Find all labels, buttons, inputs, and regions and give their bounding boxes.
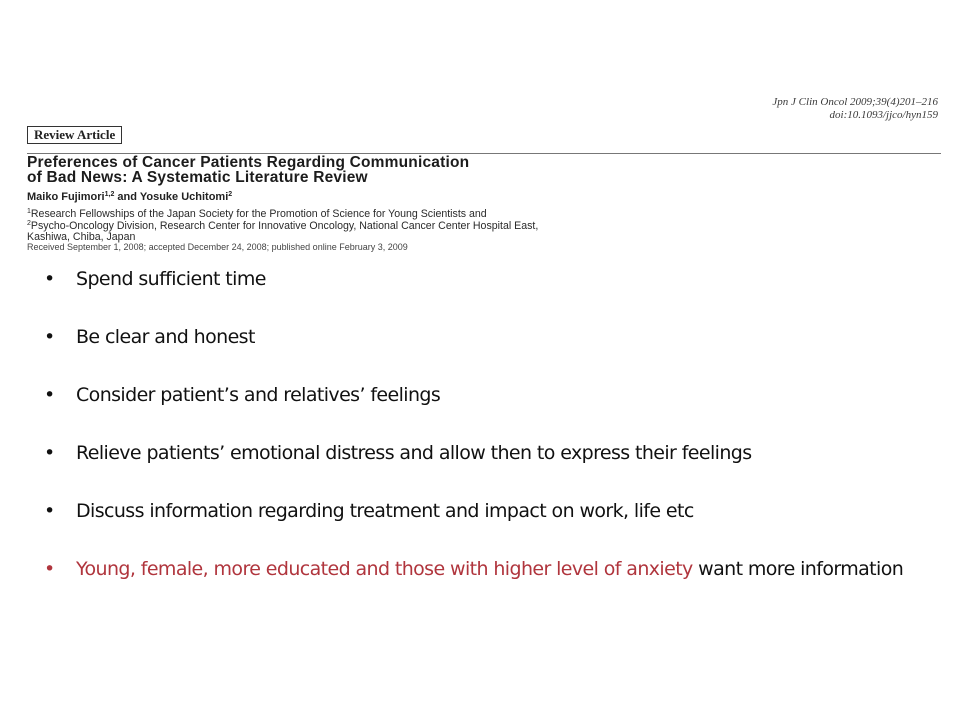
affiliation-2-text: Psycho-Oncology Division, Research Center for Innovative Oncology, National Cancer Center Hospital East, [30,219,539,232]
bullet-dot: • [44,500,55,522]
bullet-item [44,323,924,352]
article-type-badge: Review Article [27,126,122,144]
bullet-item [44,439,924,468]
bullet-text: Discuss information regarding treatment and impact on work, life etc [76,500,694,522]
affiliations [27,209,927,244]
bullet-dot: • [44,268,55,290]
bullet-text: Consider patient’s and relatives’ feelings [76,384,441,406]
bullet-list [44,265,924,613]
bullet-text: Spend sufficient time [76,268,266,290]
bullet-text: Be clear and honest [76,326,255,348]
bullet-item-highlighted [44,555,924,584]
bullet-dot: • [44,384,55,406]
paper-title [27,155,897,185]
affiliation-1-marker: 1 [27,208,31,215]
affiliation-line-3: Kashiwa, Chiba, Japan [27,231,136,243]
citation-doi: doi:10.1093/jjco/hyn159 [829,109,938,121]
affiliation-line-2 [27,221,927,233]
bullet-item [44,265,924,294]
bullet-highlight-text: Young, female, more educated and those with higher level of anxiety [76,558,693,580]
paper-title-line-1: Preferences of Cancer Patients Regarding Communication [27,154,470,171]
affiliation-2-marker: 2 [27,219,31,227]
bullet-item [44,497,924,526]
bullet-item [44,381,924,410]
author-join: and [114,191,140,203]
affiliation-1-text: Research Fellowships of the Japan Society for the Promotion of Science for Young Scientists and [30,208,487,220]
journal-citation [772,96,938,122]
received-dates: Received September 1, 2008; accepted December 24, 2008; published online February 3, 2009 [27,242,408,252]
bullet-dot: • [44,442,55,464]
paper-authors [27,191,232,204]
bullet-text: want more information [692,558,904,580]
paper-title-line-2: of Bad News: A Systematic Literature Review [27,169,368,186]
citation-line-1: Jpn J Clin Oncol 2009;39(4)201–216 [772,96,938,108]
bullet-dot: • [44,558,55,580]
author-2-affiliation: 2 [228,191,233,198]
bullet-dot: • [44,326,55,348]
author-1: Maiko Fujimori [27,191,105,203]
author-1-affiliation: 1,2 [104,191,115,198]
author-2: Yosuke Uchitomi [139,191,229,203]
bullet-text: Relieve patients’ emotional distress and allow then to express their feelings [76,442,752,464]
